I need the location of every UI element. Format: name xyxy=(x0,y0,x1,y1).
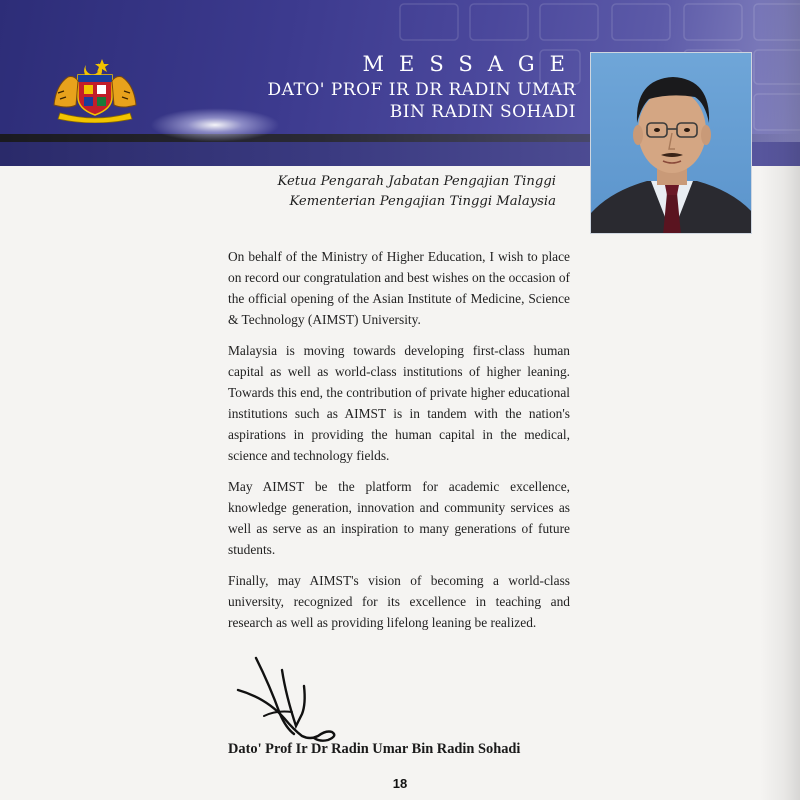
message-title: MESSAGE xyxy=(362,52,580,76)
header-name-line-1: DATO' PROF IR DR RADIN UMAR xyxy=(267,80,576,100)
malaysia-coat-of-arms-icon xyxy=(50,55,140,123)
header-name-line-2: BIN RADIN SOHADI xyxy=(389,102,576,122)
role-line-1: Ketua Pengarah Jabatan Pengajian Tinggi xyxy=(277,174,556,189)
signatory-name: Dato' Prof Ir Dr Radin Umar Bin Radin Sohadi xyxy=(228,741,521,757)
page-number: 18 xyxy=(392,776,408,791)
signatory-role xyxy=(230,172,556,212)
message-body xyxy=(228,246,570,643)
role-line-2: Kementerian Pengajian Tinggi Malaysia xyxy=(289,194,556,209)
body-paragraph: On behalf of the Ministry of Higher Education, I wish to place on record our congratulation and best wishes on the occasion of the official opening of the Asian Institute of Medicine, Science & Technology (AIMST) University. xyxy=(228,249,570,327)
portrait-photo xyxy=(590,52,752,234)
handwritten-signature xyxy=(236,656,346,742)
body-paragraph: Finally, may AIMST's vision of becoming a world-class university, recognized for its excellence in teaching and research as well as providing lifelong leaning be realized. xyxy=(228,573,570,630)
body-paragraph: Malaysia is moving towards developing first-class human capital as well as world-class institutions of higher leaning. Towards this end, the contribution of private higher educational institutions such as AIMST is in tandem with the nation's aspirations in providing the human capital in the medical, science and technology fields. xyxy=(228,343,570,463)
portrait-illustration xyxy=(591,53,752,234)
body-paragraph: May AIMST be the platform for academic excellence, knowledge generation, innovation and community services as well as serve as an inspiration to many generations of future students. xyxy=(228,479,570,557)
page-edge-shadow xyxy=(760,0,800,800)
